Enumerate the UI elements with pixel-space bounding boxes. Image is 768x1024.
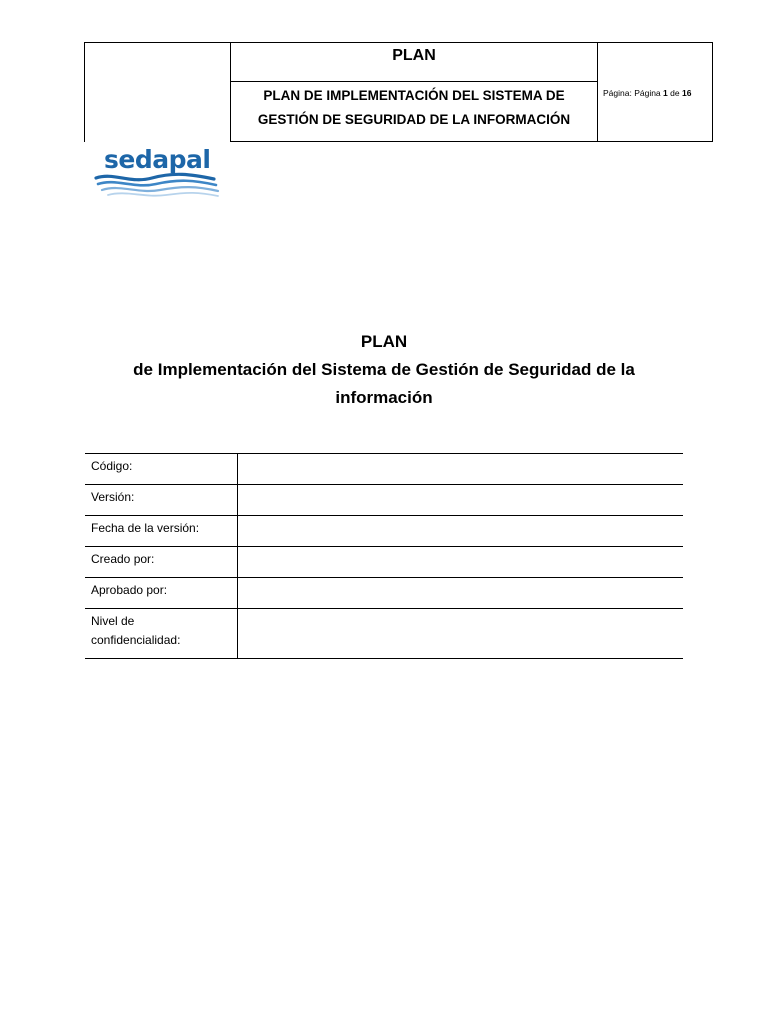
sedapal-logo	[94, 144, 220, 200]
title-line-2: de Implementación del Sistema de Gestión de Seguridad de la	[133, 360, 635, 379]
column-divider	[237, 547, 238, 577]
page-current: 1	[663, 88, 668, 98]
column-divider	[237, 516, 238, 546]
column-divider	[237, 609, 238, 658]
code-label: Código:	[91, 459, 133, 473]
header-page-number	[597, 42, 713, 142]
column-divider	[237, 485, 238, 515]
approved-by-label: Aprobado por:	[91, 583, 168, 597]
table-row-confidentiality	[85, 609, 683, 659]
version-date-label: Fecha de la versión:	[91, 521, 200, 535]
title-line-1: PLAN	[360, 332, 408, 351]
header-plan-label: PLAN	[231, 43, 597, 82]
column-divider	[237, 578, 238, 608]
confidentiality-label-line-1: Nivel de	[91, 614, 135, 628]
table-row-version-date	[85, 516, 683, 547]
page-prefix: Página: Página	[603, 88, 661, 98]
table-row-created-by	[85, 547, 683, 578]
logo-waves-icon	[94, 172, 220, 198]
title-line-3: información	[335, 388, 433, 407]
table-row-approved-by	[85, 578, 683, 609]
table-row-version	[85, 485, 683, 516]
document-info-table	[85, 453, 683, 659]
page-title	[84, 328, 684, 412]
logo-wordmark: sedapal	[104, 145, 211, 174]
column-divider	[237, 454, 238, 484]
header-logo-cell	[84, 42, 231, 142]
document-header	[84, 42, 713, 142]
confidentiality-label-line-2: confidencialidad:	[91, 633, 181, 647]
table-row-code	[85, 454, 683, 485]
header-document-title	[231, 82, 597, 142]
header-title-line-2: GESTIÓN DE SEGURIDAD DE LA INFORMACIÓN	[257, 112, 571, 127]
version-label: Versión:	[91, 490, 135, 504]
confidentiality-label	[91, 612, 231, 650]
page-of: de	[670, 88, 680, 98]
header-title-cell	[230, 42, 598, 142]
header-title-line-1: PLAN DE IMPLEMENTACIÓN DEL SISTEMA DE	[263, 88, 565, 103]
page-total: 16	[682, 88, 692, 98]
created-by-label: Creado por:	[91, 552, 155, 566]
